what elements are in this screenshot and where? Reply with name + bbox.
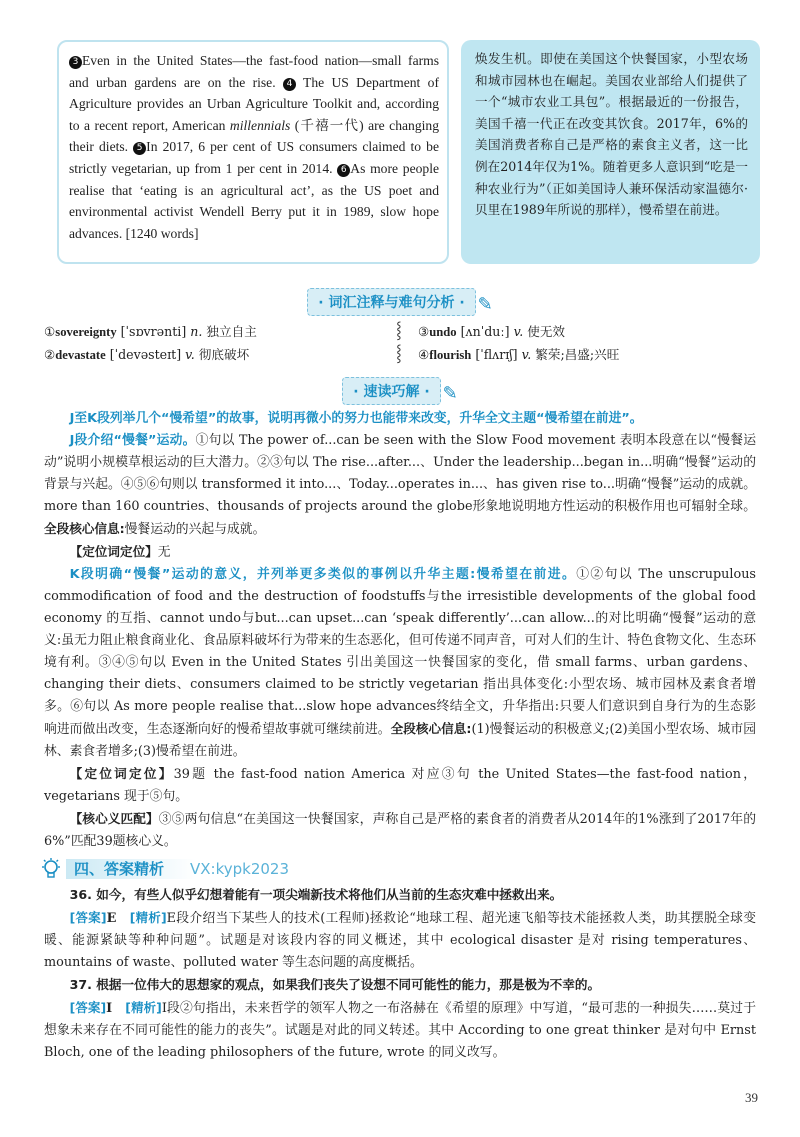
sentence-4-end: are changing their diets.: [69, 117, 439, 155]
vocab-meaning: 使无效: [527, 324, 565, 339]
sentence-4: The US Department of Agriculture provides an Urban Agriculture Toolkit and, according to a recent report, American: [69, 74, 439, 133]
page-number: 39: [745, 1090, 758, 1105]
sentence-5: In 2017, 6 per cent of US consumers claimed to be strictly vegetarian, up from 1 per cent in 2014.: [69, 139, 439, 176]
sentence-badge: 6: [337, 164, 350, 177]
speed-section-title: · 速读巧解 ·: [342, 377, 440, 405]
millennials-gloss: (千禧一代): [294, 117, 364, 133]
quill-pen-icon: ✎: [442, 383, 458, 404]
analysis-label: [精析]: [125, 1000, 162, 1015]
vocab-word: undo: [429, 325, 457, 339]
vocab-word: sovereignty: [55, 325, 117, 339]
quill-pen-icon: ✎: [477, 294, 493, 315]
vocab-meaning: 繁荣;昌盛;兴旺: [535, 347, 620, 362]
answer-letter: I: [106, 1001, 113, 1016]
answer-letter: E: [106, 911, 117, 926]
k-body: ①②句以 The unscrupulous commodification of food and the destruction of foodstuffs与the irresistible developments of the global food economy 的互指、cannot undo与but...can upset...can ‘speak differently’...can allow...的对比明确“慢餐”运动的意义:虽无力阻止粮食商业化、食品原料破坏行为带来的生态恶化，但可传递不同声音，可对人们的生计、特色食物文化、生态环境有利。③④⑤句以 Even in the United States 引出美国这一快餐国家的变化，借 small farms、urban gardens、changing their diets、consumers claimed to be strictly vegetarian 指出具体变化:小型农场、城市园林及素食者增多。⑥句以 As more people realise that...slow hope advances终结全文，升华指出:只要人们意识到自身行为的生态影响进而做出改变，生态逐渐向好的慢希望故事就可继续前进。: [44, 567, 756, 737]
j-locate: 无: [157, 545, 171, 560]
watermark: VX:kypk2023: [190, 860, 290, 878]
k-core: (1)慢餐运动的积极意义;(2)美国小型农场、城市园林、素食者增多;(3)慢希望在前进。: [44, 722, 756, 759]
jk-summary: J至K段列举几个“慢希望”的故事，说明再微小的努力也能带来改变，升华全文主题“慢希望在前进”。: [69, 411, 643, 426]
vocab-word: devastate: [55, 348, 106, 362]
vocab-ipa: [ˈdevəsteɪt]: [109, 347, 182, 362]
k-locate-label: 【定位词定位】: [69, 766, 174, 781]
k-heading: K段明确“慢餐”运动的意义，并列举更多类似的事例以升华主题:慢希望在前进。: [69, 567, 577, 582]
sentence-badge: 3: [69, 56, 82, 69]
vocab-pos: v.: [513, 324, 524, 339]
speed-section-header: [0, 377, 800, 405]
divider-brace-icon: ⸾: [396, 320, 402, 339]
vocab-meaning: 彻底破坏: [198, 347, 250, 362]
analysis-text: E段介绍当下某些人的技术(工程师)拯救论“地球工程、超光速飞船等技术能拯救人类，助其摆脱全球变暖、能源紧缺等种种问题”。试题是对该段内容的同义概述，其中 ecological disaster 是对 rising temperatures、mountains of waste、polluted water 等生态问题的高度概括。: [44, 911, 756, 970]
vocab-section-title: · 词汇注释与难句分析 ·: [307, 288, 475, 316]
sentence-badge: 4: [283, 78, 296, 91]
k-paragraph: [44, 564, 756, 763]
j-paragraph: [44, 430, 756, 541]
k-locate: 39题 the fast-food nation America 对应③句 the United States—the fast-food nation，vegetarians 现于⑤句。: [44, 767, 757, 804]
millennials-word: millennials: [229, 117, 291, 133]
j-locate-paragraph: [44, 541, 756, 564]
j-locate-label: 【定位词定位】: [69, 544, 158, 559]
chinese-translation-box: [461, 40, 760, 264]
english-passage-box: [57, 40, 449, 264]
answer-36: [44, 907, 756, 974]
k-core-label: 全段核心信息:: [390, 721, 472, 736]
vocab-pos: n.: [190, 324, 203, 339]
vocab-pos: v.: [521, 347, 532, 362]
j-heading: J段介绍“慢餐”运动。: [69, 433, 196, 448]
vocab-ipa: [ʌnˈduː]: [460, 324, 510, 339]
sentence-badge: 5: [133, 142, 146, 155]
vocab-pos: v.: [185, 347, 195, 362]
k-locate-paragraph: [44, 763, 756, 808]
answer-37: [44, 997, 756, 1064]
j-core-label: 全段核心信息:: [44, 521, 125, 536]
lightbulb-icon: [40, 857, 62, 881]
j-body: ①句以 The power of...can be seen with the Slow Food movement 表明本段意在以“慢餐运动”说明小规模草根运动的巨大潜力。②③句以 The rise...after...、Under the leadership...began in...明确“慢餐”运动的背景与兴起。④⑤⑥句则以 transformed it into...、Today...operates in...、has given rise to...明确“慢餐”运动的成就。more than 160 countries、thousands of projects around the globe形象地说明地方性运动的积极作用也可辐射全球。: [44, 433, 757, 514]
analysis-text: I段②句指出，未来哲学的领军人物之一布洛赫在《希望的原理》中写道，“最可悲的一种损失……莫过于想象未来存在不同可能性的能力的丧失”。试题是对此的同义转述。其中 According to one great thinker 是对句中 Ernst Bloch, one of the leading philosophers of the future, wrote 的同义改写。: [44, 1001, 757, 1060]
answer-label: [答案]: [69, 1000, 107, 1015]
vocab-meaning: 独立自主: [206, 324, 257, 339]
question-37: 37. 根据一位伟大的思想家的观点，如果我们丧失了设想不同可能性的能力，那是极为不幸的。: [69, 977, 601, 992]
divider-brace-icon: ⸾: [396, 343, 402, 362]
question-36: 36. 如今，有些人似乎幻想着能有一项尖端新技术将他们从当前的生态灾难中拯救出来。: [69, 887, 563, 902]
jk-summary-paragraph: [44, 408, 756, 430]
vocab-ipa: [ˈsɒvrənti]: [120, 324, 187, 339]
analysis-label: [精析]: [129, 910, 167, 925]
k-match: ③⑤两句信息“在美国这一快餐国家，声称自己是严格的素食者的消费者从2014年的1%涨到了2017年的6%”匹配39题核心义。: [44, 812, 756, 849]
k-match-paragraph: [44, 808, 756, 853]
sentence-6: As more people realise that ‘eating is an agricultural act’, as the US poet and environmental activist Wendell Berry put it in 1989, slow hope advances. [1240 words]: [69, 160, 440, 241]
answer-label: [答案]: [69, 910, 107, 925]
vocab-ipa: [ˈflʌrɪʃ]: [475, 347, 518, 362]
k-match-label: 【核心义匹配】: [69, 811, 159, 826]
vocab-item: ③undo [ʌnˈduː] v. 使无效: [418, 324, 565, 339]
vocab-item: ④flourish [ˈflʌrɪʃ] v. 繁荣;昌盛;兴旺: [418, 347, 620, 362]
vocab-word: flourish: [429, 348, 472, 362]
speed-reading-body: [44, 408, 756, 853]
vocab-item: ②devastate [ˈdevəsteɪt] v. 彻底破坏: [44, 347, 250, 362]
vocab-item: ①sovereignty [ˈsɒvrənti] n. 独立自主: [44, 324, 257, 339]
answers-body: [44, 884, 756, 1064]
answers-section-title: 四、答案精析: [74, 860, 165, 878]
english-passage: [69, 50, 439, 244]
chinese-translation: 焕发生机。即使在美国这个快餐国家，小型农场和城市园林也在崛起。美国农业部给人们提供了一个“城市农业工具包”。根据最近的一份报告，美国千禧一代正在改变其饮食。2017年，6%的美国消费者称自己是严格的素食主义者，这一比例在2014年仅为1%。随着更多人意识到“吃是一种农业行为”（正如美国诗人兼环保活动家温德尔·贝里在1989年所说的那样），慢希望在前进。: [475, 51, 748, 218]
sentence-3: Even in the United States—the fast-food nation—small farms and urban gardens are on the rise.: [69, 53, 439, 90]
vocab-section-header: [0, 288, 800, 316]
j-core: 慢餐运动的兴起与成就。: [124, 522, 266, 537]
answers-section-header: [40, 857, 760, 881]
